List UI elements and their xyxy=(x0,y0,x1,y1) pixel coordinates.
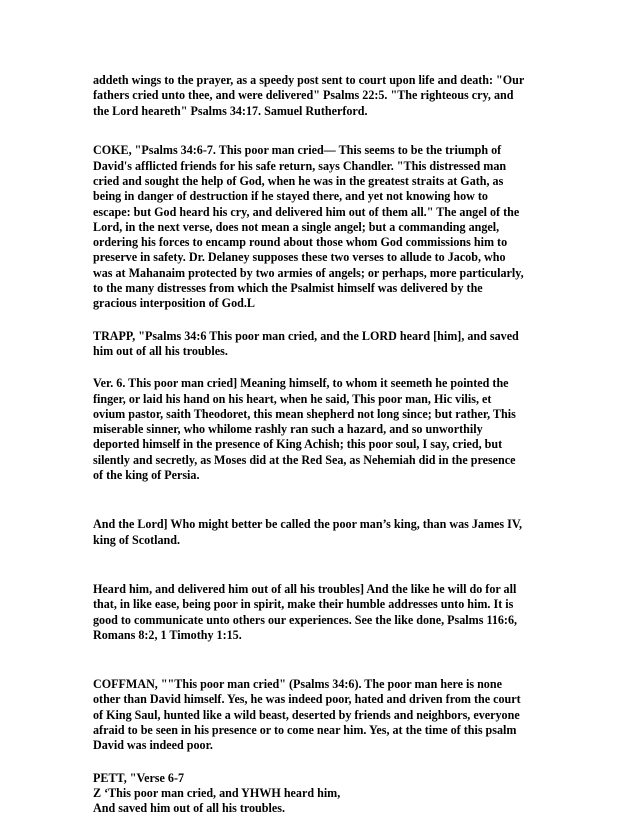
paragraph-coke xyxy=(93,143,553,311)
text-line: Romans 8:2, 1 Timothy 1:15. xyxy=(93,627,242,642)
text-line: TRAPP, "Psalms 34:6 This poor man cried, and the LORD heard [him], and saved xyxy=(93,328,519,343)
text-line: ordering his forces to encamp round about those whom God commissions him to xyxy=(93,235,508,250)
paragraph-trapp-heading xyxy=(93,329,553,360)
text-line: finger, or laid his hand on his heart, when he said, This poor man, Hic vilis, et xyxy=(93,391,492,406)
text-line: the Lord heareth" Psalms 34:17. Samuel Rutherford. xyxy=(93,103,368,118)
text-line: And the Lord] Who might better be called the poor man’s king, than was James IV, xyxy=(93,517,523,532)
text-line: PETT, "Verse 6-7 xyxy=(93,770,185,785)
text-line: ovium pastor, saith Theodoret, this mean shepherd not long since; but rather, This xyxy=(93,406,516,421)
text-line: other than David himself. Yes, he was indeed poor, hated and driven from the court xyxy=(93,692,521,707)
document-page xyxy=(93,73,553,816)
text-line: gracious interposition of God.L xyxy=(93,296,255,311)
paragraph-pett xyxy=(93,771,553,817)
text-line: COFFMAN, ""This poor man cried" (Psalms 34:6). The poor man here is none xyxy=(93,677,502,692)
text-line: fathers cried unto thee, and were delivered" Psalms 22:5. "The righteous cry, and xyxy=(93,88,514,103)
text-line: king of Scotland. xyxy=(93,532,181,547)
text-line: deported himself in the presence of King Achish; this poor soul, I say, cried, but xyxy=(93,437,503,452)
paragraph-trapp-verse-6 xyxy=(93,376,553,483)
text-line: David was indeed poor. xyxy=(93,738,213,753)
paragraph-rutherford-quote xyxy=(93,73,553,119)
paragraph-trapp-and-the-lord xyxy=(93,517,553,548)
text-line: Ver. 6. This poor man cried] Meaning himself, to whom it seemeth he pointed the xyxy=(93,376,509,391)
text-line: And saved him out of all his troubles. xyxy=(93,801,285,816)
text-line: to the many distresses from which the Psalmist himself was delivered by the xyxy=(93,281,483,296)
text-line: good to communicate unto others our experiences. See the like done, Psalms 116:6, xyxy=(93,612,518,627)
text-line: was at Mahanaim protected by two armies of angels; or perhaps, more particularly, xyxy=(93,265,524,280)
paragraph-trapp-heard-him xyxy=(93,582,553,643)
text-line: being in danger of destruction if he stayed there, and yet not knowing how to xyxy=(93,189,488,204)
text-line: Z ‘This poor man cried, and YHWH heard him, xyxy=(93,785,341,800)
text-line: David's afflicted friends for his safe return, says Chandler. "This distressed man xyxy=(93,158,507,173)
text-line: escape: but God heard his cry, and delivered him out of them all." The angel of the xyxy=(93,204,520,219)
text-line: silently and secretly, as Moses did at the Red Sea, as Nehemiah did in the presence xyxy=(93,452,516,467)
text-line: of King Saul, hunted like a wild beast, deserted by friends and neighbors, everyone xyxy=(93,707,520,722)
text-line: addeth wings to the prayer, as a speedy post sent to court upon life and death: "Our xyxy=(93,73,525,87)
text-line: of the king of Persia. xyxy=(93,468,200,483)
text-line: COKE, "Psalms 34:6-7. This poor man cried— This seems to be the triumph of xyxy=(93,143,502,158)
text-line: miserable sinner, who whilome rashly ran such a hazard, and so unworthily xyxy=(93,422,483,437)
paragraph-coffman xyxy=(93,677,553,753)
text-line: cried and sought the help of God, when he was in the greatest straits at Gath, as xyxy=(93,173,504,188)
text-line: afraid to be seen in his presence or to come near him. Yes, at the time of this psalm xyxy=(93,723,517,737)
text-line: him out of all his troubles. xyxy=(93,343,228,358)
text-line: preserve in safety. Dr. Delaney supposes these two verses to allude to Jacob, who xyxy=(93,250,506,265)
text-line: Lord, in the next verse, does not mean a single angel; but a commanding angel, xyxy=(93,219,500,234)
text-line: that, in like ease, being poor in spirit, make their humble addresses unto him. It is xyxy=(93,597,514,612)
text-line: Heard him, and delivered him out of all his troubles] And the like he will do for all xyxy=(93,581,517,596)
